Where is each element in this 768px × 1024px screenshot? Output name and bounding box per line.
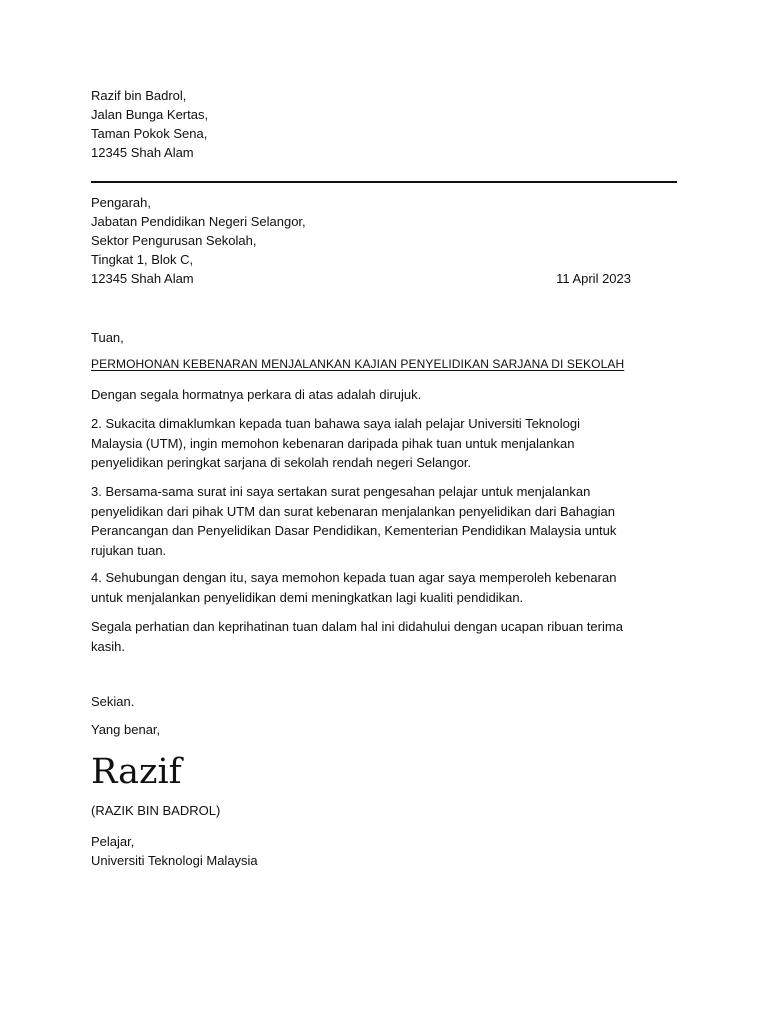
recipient-last-row: [91, 269, 631, 288]
recipient-address: [91, 193, 631, 288]
signer-title-line: Pelajar,: [91, 834, 135, 849]
subject-heading: PERMOHONAN KEBENARAN MENJALANKAN KAJIAN PENYELIDIKAN SARJANA DI SEKOLAH: [91, 357, 625, 371]
recipient-address-line: Tingkat 1, Blok C,: [91, 252, 194, 267]
closing-yang-benar: Yang benar,: [91, 722, 161, 737]
paragraph-2: [91, 414, 683, 473]
paragraph-line: 2. Sukacita dimaklumkan kepada tuan bahawa saya ialah pelajar Universiti Teknologi: [91, 416, 580, 431]
signer-name: (RAZIK BIN BADROL): [91, 803, 221, 818]
recipient-address-line: Jabatan Pendidikan Negeri Selangor,: [91, 214, 306, 229]
sender-address-line: Taman Pokok Sena,: [91, 126, 208, 141]
intro-paragraph: Dengan segala hormatnya perkara di atas adalah dirujuk.: [91, 387, 422, 402]
sender-address-line: Jalan Bunga Kertas,: [91, 107, 209, 122]
paragraph-line: kasih.: [91, 638, 125, 654]
paragraph-line: rujukan tuan.: [91, 542, 167, 558]
recipient-address-line: Pengarah,: [91, 195, 151, 210]
sender-address-line: Razif bin Badrol,: [91, 88, 187, 103]
header-divider: [91, 181, 677, 183]
paragraph-line: Malaysia (UTM), ingin memohon kebenaran daripada pihak tuan untuk menjalankan: [91, 435, 575, 451]
letter-date: 11 April 2023: [556, 271, 631, 286]
signer-title-line: Universiti Teknologi Malaysia: [91, 853, 258, 868]
paragraph-line: penyelidikan dari pihak UTM dan surat kebenaran menjalankan penyelidikan dari Bahagian: [91, 503, 615, 519]
paragraph-3: [91, 482, 683, 560]
salutation: Tuan,: [91, 330, 124, 345]
signature: Razif: [91, 752, 182, 792]
paragraph-line: 3. Bersama-sama surat ini saya sertakan surat pengesahan pelajar untuk menjalankan: [91, 484, 591, 499]
sender-address-line: 12345 Shah Alam: [91, 145, 194, 160]
closing-sekian: Sekian.: [91, 694, 135, 709]
signer-title: [91, 832, 258, 870]
paragraph-line: Segala perhatian dan keprihatinan tuan dalam hal ini didahului dengan ucapan ribuan terima: [91, 619, 623, 634]
paragraph-5: [91, 617, 683, 656]
paragraph-line: Perancangan dan Penyelidikan Dasar Pendidikan, Kementerian Pendidikan Malaysia untuk: [91, 523, 617, 538]
paragraph-line: penyelidikan peringkat sarjana di sekolah rendah negeri Selangor.: [91, 455, 472, 470]
recipient-address-line: 12345 Shah Alam: [91, 271, 194, 286]
recipient-address-line: Sektor Pengurusan Sekolah,: [91, 233, 257, 248]
paragraph-line: untuk menjalankan penyelidikan demi meningkatkan lagi kualiti pendidikan.: [91, 589, 524, 605]
sender-address: [91, 86, 208, 162]
paragraph-4: [91, 568, 683, 607]
paragraph-line: 4. Sehubungan dengan itu, saya memohon kepada tuan agar saya memperoleh kebenaran: [91, 570, 617, 585]
